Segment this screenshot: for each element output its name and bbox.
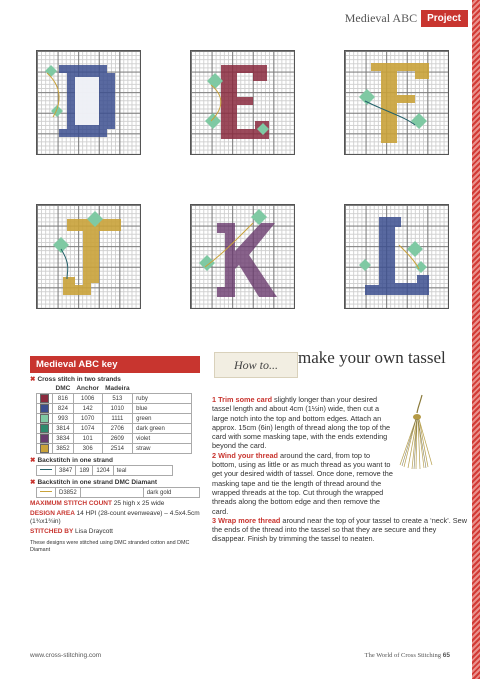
chart-d-stitches [37, 51, 140, 154]
table-row: 993 1070 1111 green [37, 414, 192, 424]
chart-e-stitches [191, 51, 294, 154]
design-area: DESIGN AREA 14 HPI (28-count evenweave) – 4.5x4.5cm (1¾x1¾in) [30, 510, 200, 525]
col-madeira: Madeira [105, 385, 130, 392]
blue-symbol [40, 404, 49, 413]
straw-symbol [40, 444, 49, 453]
cross-icon: ✖ [30, 479, 36, 486]
thread-table [36, 384, 192, 454]
chart-letter-j [36, 204, 141, 309]
stitched-by: STITCHED BY Lisa Draycott [30, 528, 113, 535]
chart-k-stitches [191, 205, 294, 308]
dark-green-symbol [40, 424, 49, 433]
ruby-symbol [40, 394, 49, 403]
howto-badge: How to... [214, 352, 298, 378]
section-title: Medieval ABC [344, 11, 418, 25]
chart-j-stitches [37, 205, 140, 308]
materials-note: These designs were stitched using DMC stranded cotton and DMC Diamant [30, 540, 190, 553]
table-row: 3852 306 2514 straw [37, 444, 192, 454]
chart-l-stitches [345, 205, 448, 308]
col-dmc: DMC [55, 385, 71, 392]
diamant-heading: ✖ Backstitch in one strand DMC Diamant [30, 479, 158, 486]
chart-letter-e [190, 50, 295, 155]
table-row: 3814 1074 2706 dark green [37, 424, 192, 434]
diamant-table [36, 487, 200, 498]
backstitch-table [36, 465, 173, 476]
chart-letter-f [344, 50, 449, 155]
howto-instructions: 1 Trim some card slightly longer than your desired tassel length and about 4cm (1½in) wide, then cut a large notch into the top and bottom edges. Attach an approx. 15cm (6in) length of thread along the top of the card with some masking tape, with the ends extending beyond the card. 2 Wind your thread around the card, from top to bottom, using as little or as much thread as you want to get your desired width of tassel. Once done, remove the masking tape and tie the length of thread around the wrapped threads at the top. Cut through the wrapped threads along the bottom edge and then remove the card. 3 Wrap more thread around near the top of your tassel to create a ‘neck’. Sew the ends of the thread into the tassel so that they are secure and they disappear. Finish by trimming the tassel to neaten. [212, 395, 467, 544]
footer-magazine: The World of Cross Stitching 65 [364, 652, 450, 659]
violet-symbol [40, 434, 49, 443]
table-row: D3852 dark gold [37, 488, 200, 498]
gold-line-symbol [40, 491, 52, 492]
table-row: 816 1006 513 ruby [37, 394, 192, 404]
green-symbol [40, 414, 49, 423]
thread-key [30, 356, 200, 554]
backstitch-heading: ✖ Backstitch in one strand [30, 457, 113, 464]
teal-line-symbol [40, 469, 52, 470]
chart-letter-d [36, 50, 141, 155]
page-edge-stripe [472, 0, 480, 679]
chart-letter-l [344, 204, 449, 309]
stitch-count: MAXIMUM STITCH COUNT 25 high x 25 wide [30, 500, 165, 507]
howto-title: make your own tassel [298, 348, 446, 367]
cross-icon: ✖ [30, 376, 36, 383]
footer-url: www.cross-stitching.com [30, 652, 102, 659]
key-title: Medieval ABC key [30, 356, 200, 373]
cross-stitch-heading: ✖ Cross stitch in two strands [30, 376, 121, 383]
table-row: 824 142 1010 blue [37, 404, 192, 414]
page-header [345, 9, 468, 28]
page-number: 65 [442, 652, 450, 659]
table-row: 3847 189 1204 teal [37, 466, 173, 476]
chart-f-stitches [345, 51, 448, 154]
chart-letter-k [190, 204, 295, 309]
cross-icon: ✖ [30, 457, 36, 464]
section-tag: Project [421, 10, 468, 27]
col-anchor: Anchor [76, 385, 100, 392]
table-row: 3834 101 2609 violet [37, 434, 192, 444]
